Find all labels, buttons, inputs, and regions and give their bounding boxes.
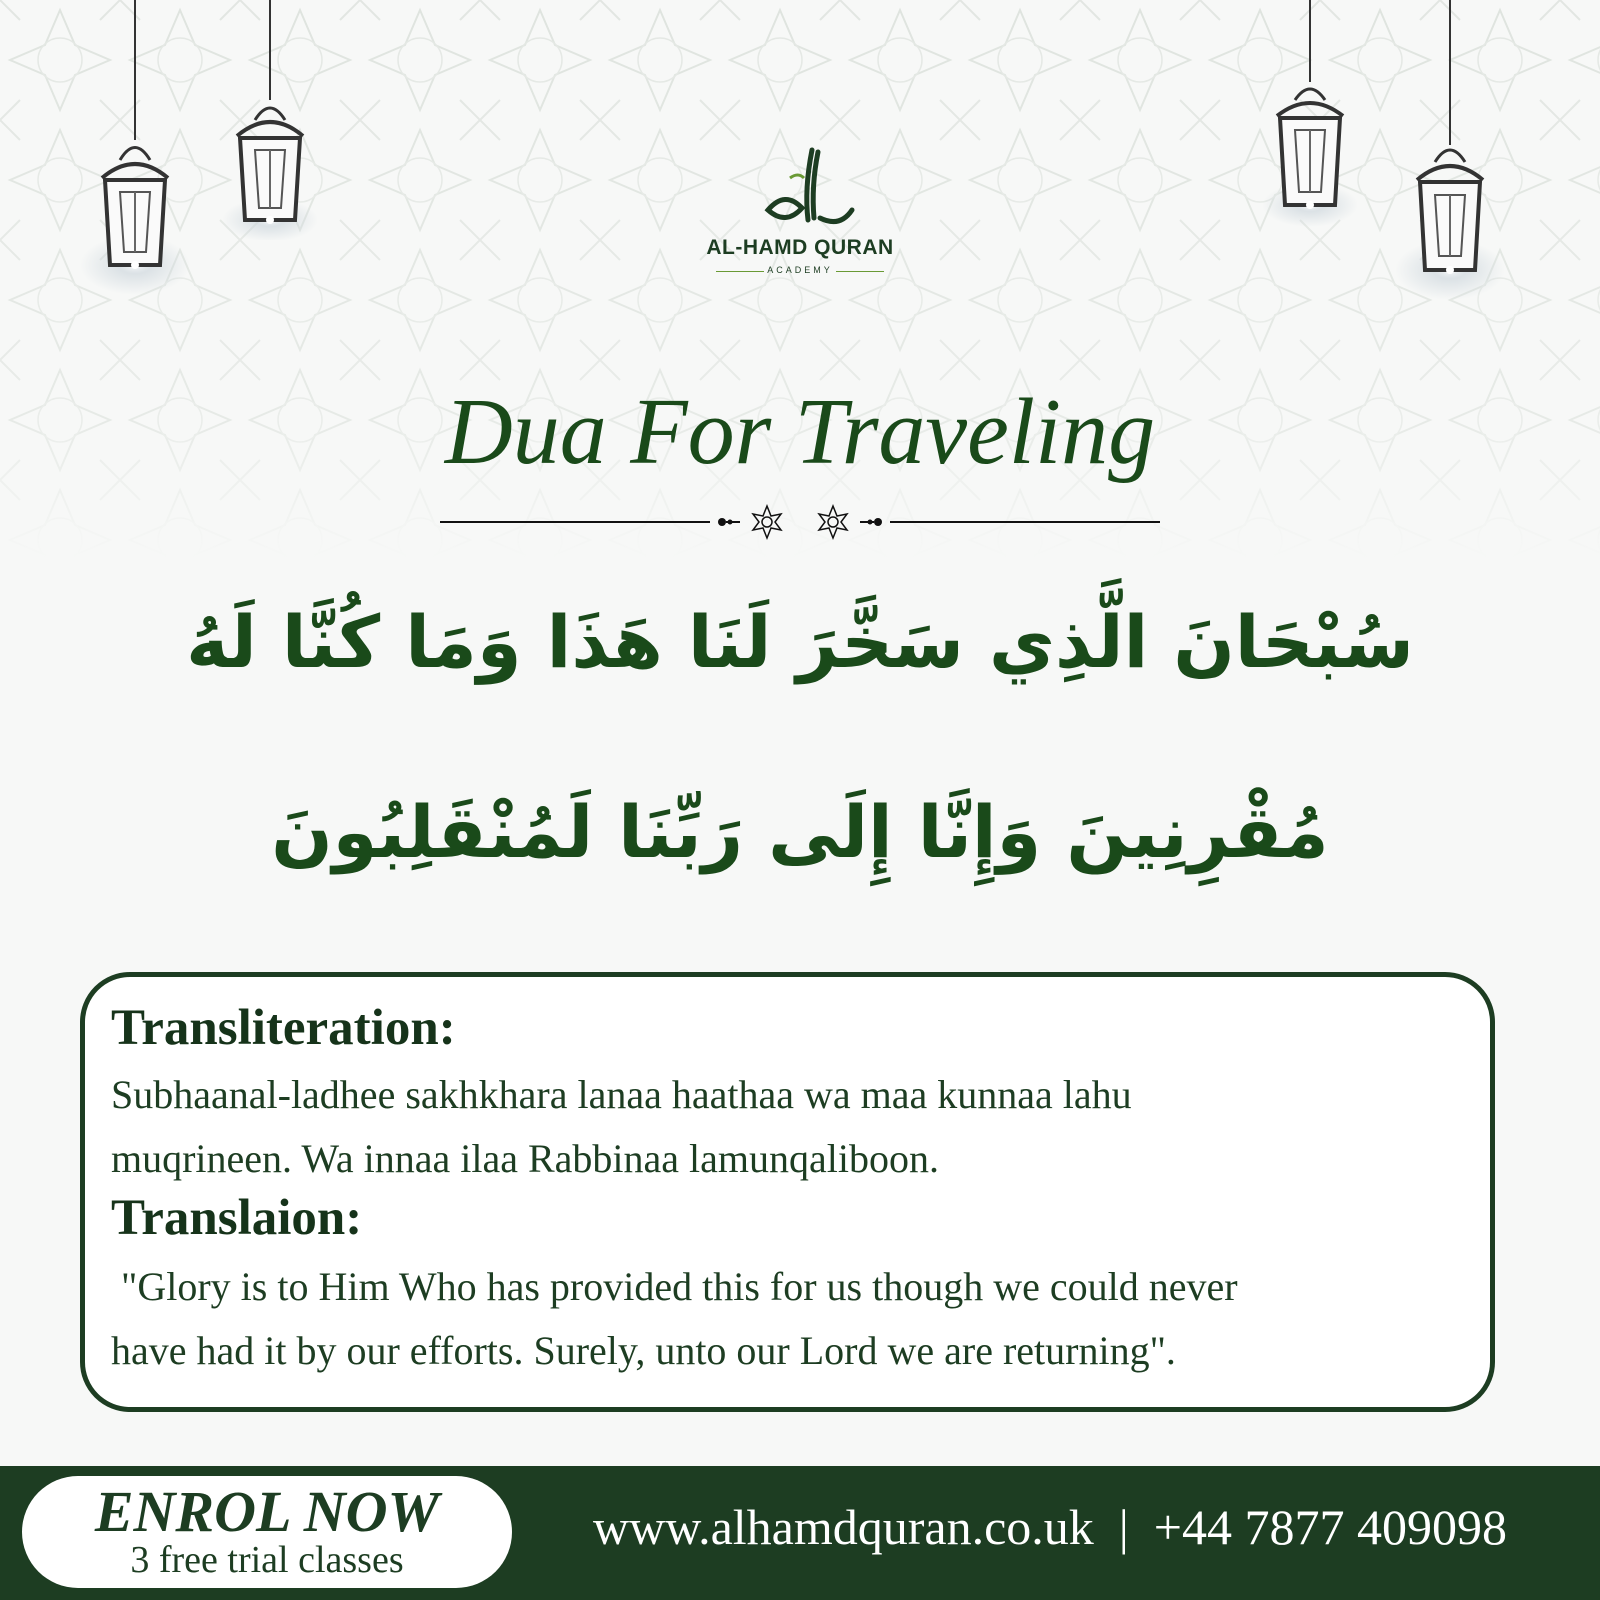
lantern-icon [1395,0,1515,320]
translation-line-1: "Glory is to Him Who has provided this for us though we could never [111,1264,1238,1309]
transliteration-line-1: Subhaanal-ladhee sakhkhara lanaa haathaa wa maa kunnaa lahu [111,1072,1132,1117]
translation-label: Translaion: [111,1190,363,1246]
logo-name: AL-HAMD QURAN [706,236,894,259]
lantern-icon [215,0,335,240]
dua-card [80,972,1495,1412]
enrol-now-button[interactable] [22,1476,512,1588]
lantern-icon [80,0,200,320]
divider-star-icon [753,506,781,538]
calligraphy-logo-icon [690,140,910,236]
logo-subtitle: ACADEMY [767,265,833,275]
logo-underline [836,271,884,272]
enrol-now-title: ENROL NOW [94,1479,440,1544]
contact-info[interactable]: www.alhamdquran.co.uk | +44 7877 409098 [593,1499,1507,1555]
divider-star-icon [819,506,847,538]
footer-bar [0,1466,1600,1600]
translation-line-2: have had it by our efforts. Surely, unto our Lord we are returning". [111,1328,1176,1373]
lantern-icon [1255,0,1375,240]
ornamental-divider [440,500,1160,544]
transliteration-line-2: muqrineen. Wa innaa ilaa Rabbinaa lamunqaliboon. [111,1136,940,1181]
transliteration-label: Transliteration: [111,1000,456,1056]
page-title: Dua For Traveling [444,380,1156,484]
arabic-dua-line-1: سُبْحَانَ الَّذِي سَخَّرَ لَنَا هَذَا وَمَا كُنَّا لَهُ [186,600,1414,684]
academy-logo [690,140,910,290]
enrol-now-subtitle: 3 free trial classes [130,1539,404,1581]
arabic-dua-line-2: مُقْرِنِينَ وَإِنَّا إِلَى رَبِّنَا لَمُنْقَلِبُونَ [271,790,1329,874]
